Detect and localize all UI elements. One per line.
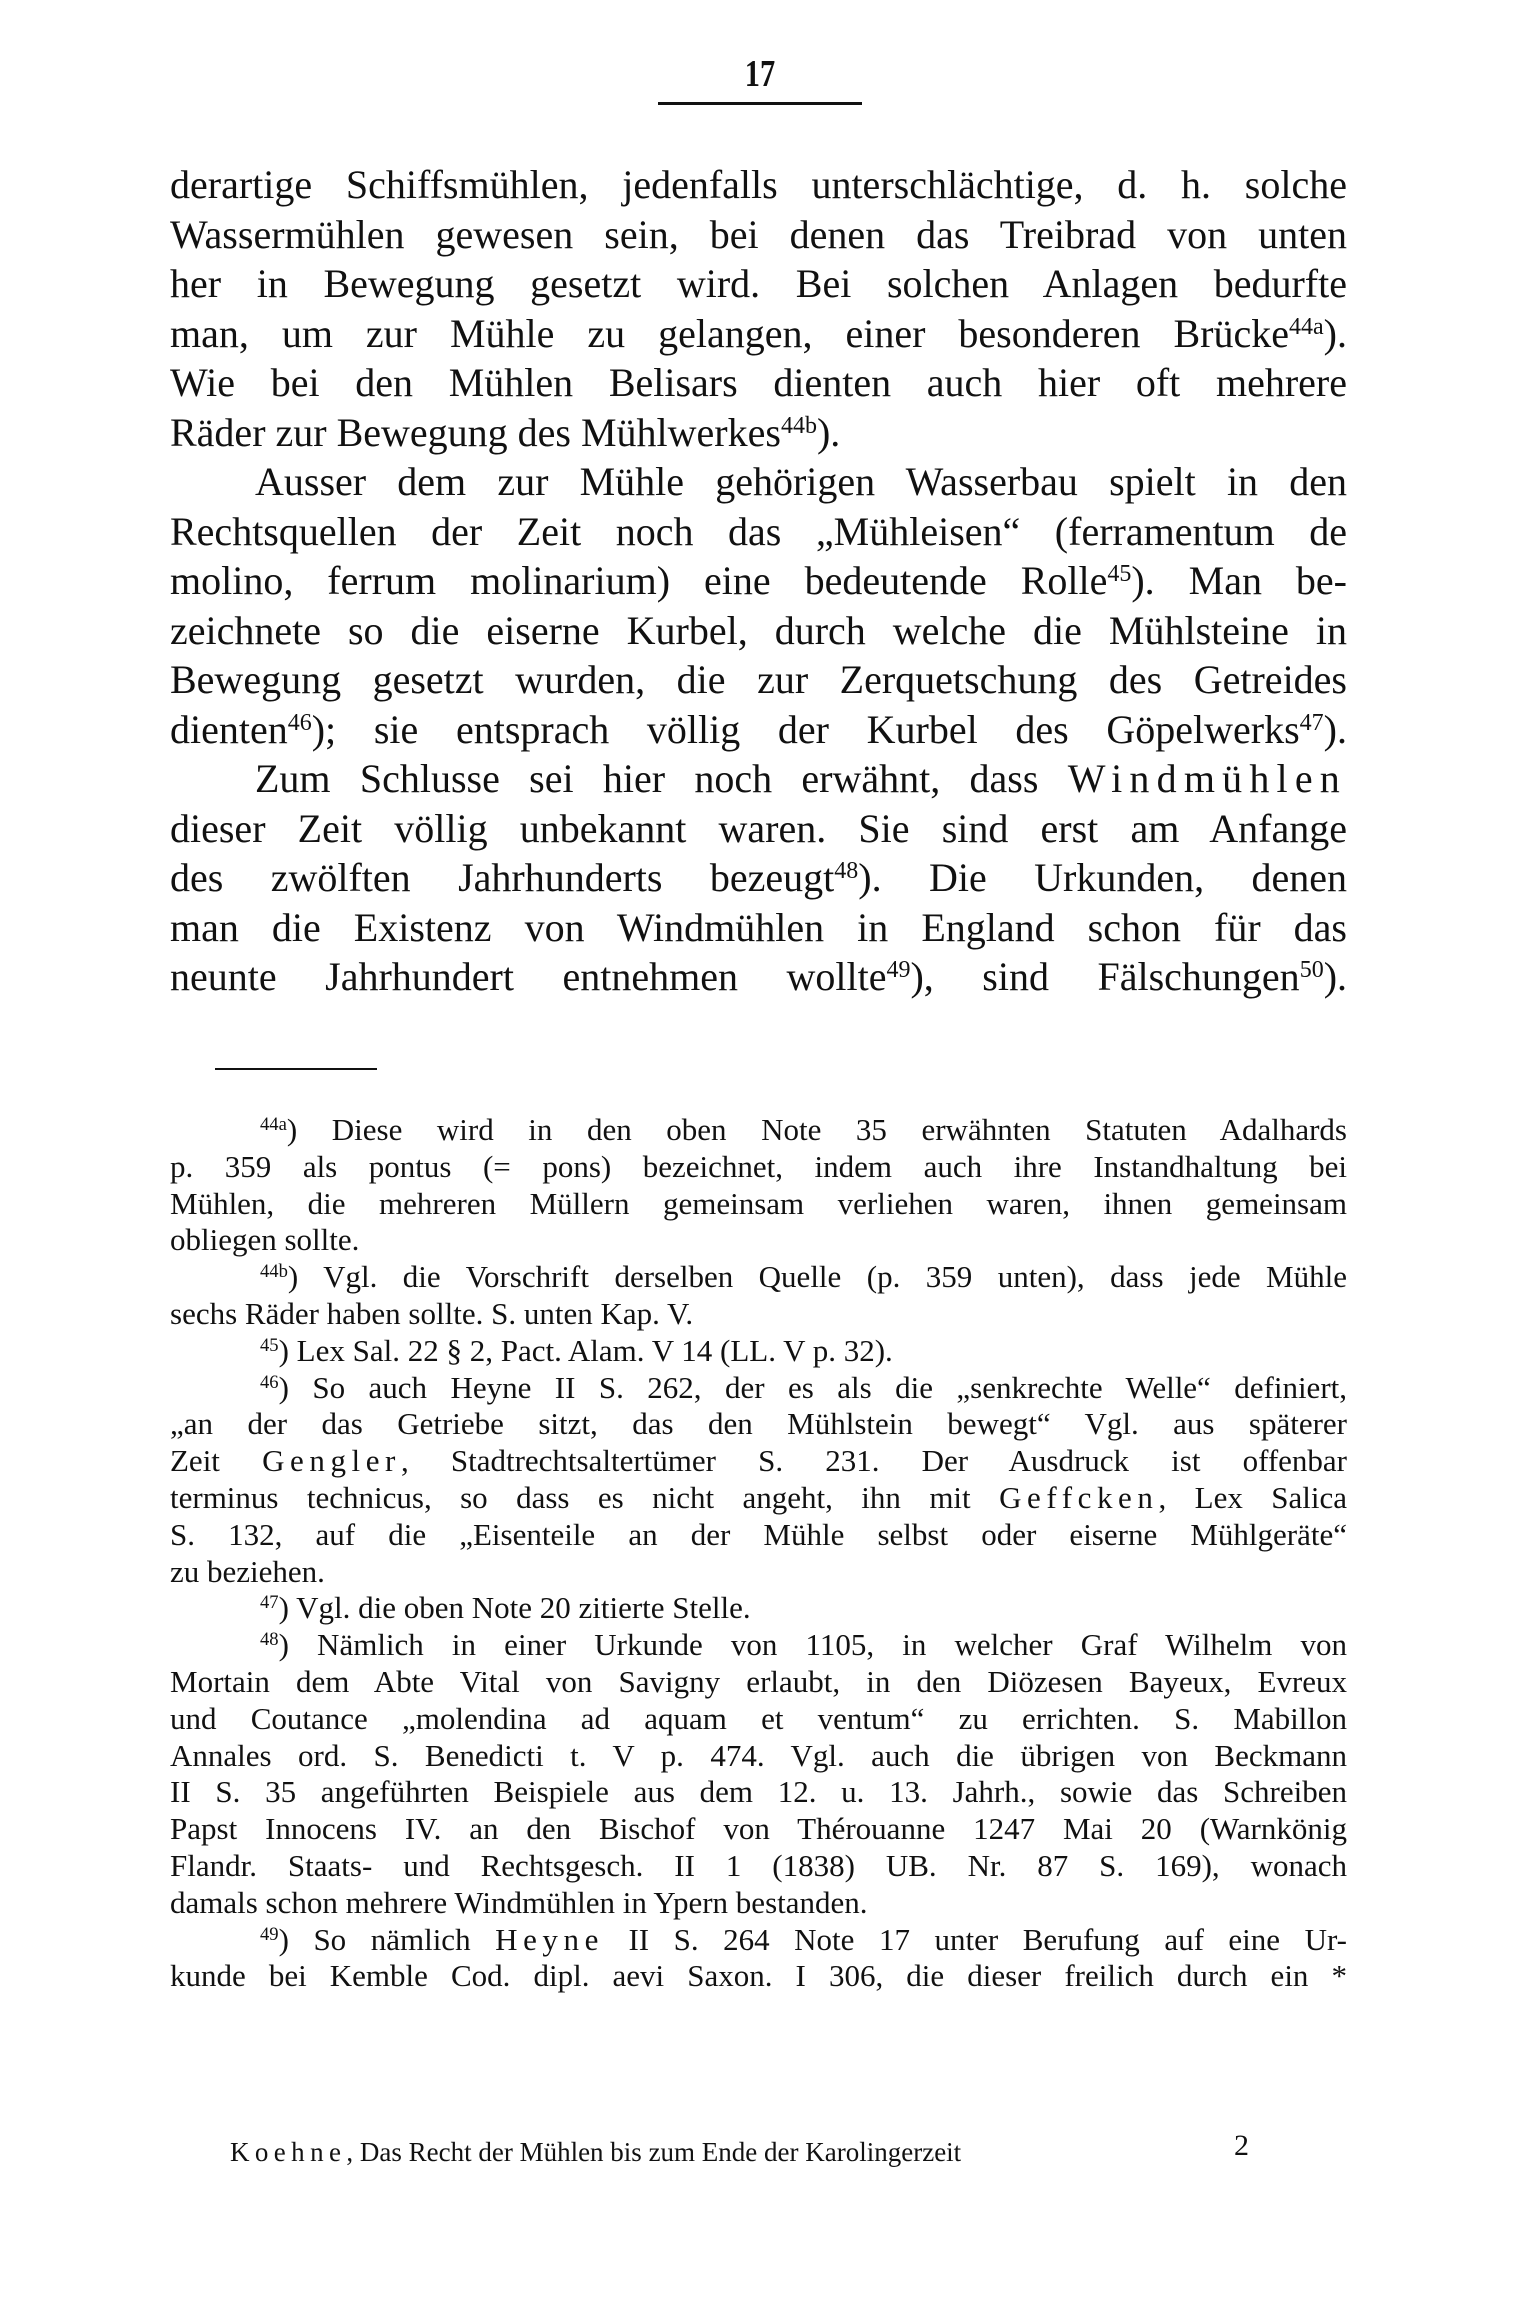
text-line: dieser Zeit völlig unbekannt waren. Sie sind erst am Anfange — [170, 805, 1347, 851]
footer-author: Koehne — [230, 2137, 347, 2167]
text-line: man die Existenz von Windmühlen in England schon für das — [170, 904, 1347, 950]
footnote-ref-44b: 44b — [780, 412, 817, 439]
footnote-line: Mortain dem Abte Vital von Savigny erlaubt, in den Diözesen Bayeux, Evreux — [170, 1664, 1347, 1699]
text-line: zeichnete so die eiserne Kurbel, durch welche die Mühlsteine in — [170, 607, 1347, 653]
page-number: 17 — [744, 53, 776, 95]
footnote-line: p. 359 als pontus (= pons) bezeichnet, indem auch ihre Instandhaltung bei — [170, 1148, 1347, 1184]
sheet-signature: 2 — [1234, 2129, 1249, 2162]
footnote-line: kunde bei Kemble Cod. dipl. aevi Saxon. I 306, die dieser freilich durch ein * — [170, 1958, 1347, 1994]
footnote-line: $^{48}$) Nämlich in einer Urkunde von 1105, in welcher Graf Wilhelm von — [260, 1627, 1347, 1663]
text-line: Ausser dem zur Mühle gehörigen Wasserbau spielt in den — [255, 459, 1347, 504]
text-line: des zwölften Jahrhunderts bezeugt$^{48}$). Die Urkunden, denen — [170, 855, 1348, 900]
footnote-line: S. 132, auf die „Eisenteile an der Mühle selbst oder eiserne Mühlgeräte“ — [170, 1516, 1347, 1552]
text-line: man, um zur Mühle zu gelangen, einer besonderen Brücke$^{44a}$). — [170, 310, 1347, 356]
footnote-line: $^{46}$) So auch Heyne II S. 262, der es als die „senkrechte Welle“ definiert, — [260, 1369, 1347, 1405]
footnote-ref-48: 48 — [834, 857, 859, 884]
signature-line — [230, 2136, 961, 2168]
footnote-line: II S. 35 angeführten Beispiele aus dem 12. u. 13. Jahrh., sowie das Schreiben — [170, 1774, 1347, 1810]
footnote-line: $^{45}$) Lex Sal. 22 § 2, Pact. Alam. V 14 (LL. V p. 32). — [260, 1332, 893, 1368]
footnote-ref-46: 46 — [287, 709, 312, 736]
footnote-separator — [215, 1068, 377, 1070]
footnote-line: damals schon mehrere Windmühlen in Ypern bestanden. — [170, 1884, 868, 1920]
footnote-ref-49: 49 — [886, 956, 911, 983]
footnote-line: und Coutance „molendina ad aquam et ventum“ zu errichten. S. Mabillon — [170, 1700, 1347, 1736]
text-line: dienten$^{46}$); sie entsprach völlig der Kurbel des Göpelwerks$^{47}$). — [170, 706, 1347, 752]
text-line: derartige Schiffsmühlen, jedenfalls unterschlächtige, d. h. solche — [170, 162, 1347, 207]
footnote-ref-47: 47 — [1299, 709, 1324, 736]
text-line: Rechtsquellen der Zeit noch das „Mühleisen“ (ferramentum de — [170, 508, 1347, 554]
footnote-line: $^{44a}$) Diese wird in den oben Note 35 erwähnten Statuten Adalhards — [260, 1112, 1347, 1147]
footnote-line: „an der das Getriebe sitzt, das den Mühlstein bewegt“ Vgl. aus späterer — [170, 1406, 1347, 1442]
footnote-line: $^{44b}$) Vgl. die Vorschrift derselben Quelle (p. 359 unten), dass jede Mühle — [260, 1259, 1347, 1295]
header-rule — [658, 102, 862, 105]
footnote-line: $^{49}$) So nämlich Heyne II S. 264 Note 17 unter Berufung auf eine Ur- — [260, 1921, 1347, 1957]
text-line: Zum Schlusse sei hier noch erwähnt, dass Windmühlen — [255, 756, 1347, 801]
text-line: Bewegung gesetzt wurden, die zur Zerquetschung des Getreides — [170, 657, 1347, 702]
footnote-line: obliegen sollte. — [170, 1222, 360, 1258]
footnote-line: terminus technicus, so dass es nicht angeht, ihn mit Geffcken, Lex Salica — [170, 1480, 1347, 1515]
footnote-line: Zeit Gengler, Stadtrechtsaltertümer S. 231. Der Ausdruck ist offenbar — [170, 1443, 1348, 1479]
text-line: her in Bewegung gesetzt wird. Bei solchen Anlagen bedurfte — [170, 261, 1347, 306]
footnote-ref-50: 50 — [1299, 956, 1324, 983]
footer-title: , Das Recht der Mühlen bis zum Ende der Karolingerzeit — [346, 2137, 962, 2167]
footnote-ref-45: 45 — [1107, 560, 1132, 587]
text-line: Wie bei den Mühlen Belisars dienten auch hier oft mehrere — [170, 360, 1347, 405]
footnote-line: Papst Innocens IV. an den Bischof von Thérouanne 1247 Mai 20 (Warnkönig — [170, 1811, 1347, 1847]
text-line: neunte Jahrhundert entnehmen wollte$^{49}$), sind Fälschungen$^{50}$). — [170, 954, 1348, 999]
footnote-line: $^{47}$) Vgl. die oben Note 20 zitierte Stelle. — [260, 1590, 751, 1626]
footnote-line: zu beziehen. — [170, 1553, 325, 1589]
footnote-line: sechs Räder haben sollte. S. unten Kap. V. — [170, 1296, 694, 1331]
footnote-ref-44a: 44a — [1289, 313, 1324, 340]
text-line: Wassermühlen gewesen sein, bei denen das Treibrad von unten — [170, 211, 1347, 257]
footnote-line: Mühlen, die mehreren Müllern gemeinsam verliehen waren, ihnen gemeinsam — [170, 1185, 1347, 1221]
footnote-line: Flandr. Staats- und Rechtsgesch. II 1 (1838) UB. Nr. 87 S. 169), wonach — [170, 1848, 1347, 1883]
text-line: molino, ferrum molinarium) eine bedeutende Rolle$^{45}$). Man be- — [170, 558, 1347, 603]
footnote-line: Annales ord. S. Benedicti t. V p. 474. Vgl. auch die übrigen von Beckmann — [170, 1737, 1347, 1773]
text-line: Räder zur Bewegung des Mühlwerkes$^{44b}$). — [170, 409, 841, 455]
spaced-emphasis: Windmühlen — [1067, 756, 1347, 801]
